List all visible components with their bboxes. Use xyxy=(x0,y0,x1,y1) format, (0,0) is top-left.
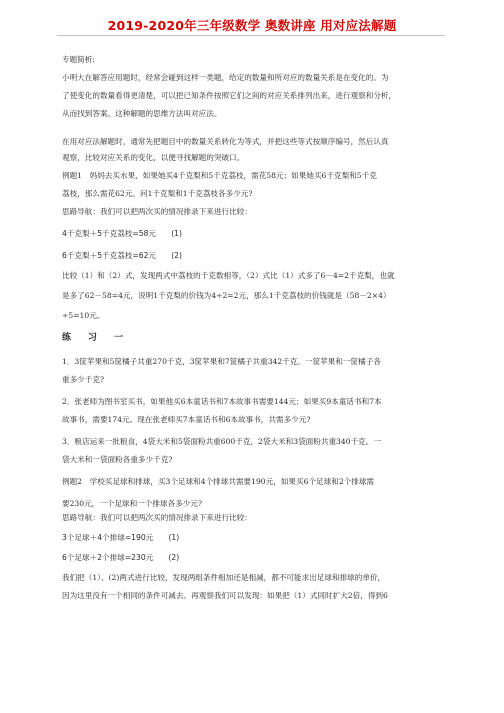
equation-line: 6千克梨＋5千克荔枝=62元 (2) xyxy=(62,251,182,260)
equation-line: 3个足球＋4个排球=190元 (1) xyxy=(62,533,180,542)
paragraph-line: 是多了62－58=4元，说明1千克梨的价钱为4÷2=2元，那么1千克荔枝的价钱就是（58－2×4） xyxy=(62,291,391,300)
paragraph-line: 小明大在解答应用题时，经常会碰到这样一类题，给定的数量和所对应的数量关系是在变化的。为 xyxy=(62,73,389,82)
paragraph-line: 观察，比较对应关系的变化，以便寻找解题的突破口。 xyxy=(62,153,245,162)
example-1-line: 例题1 妈妈去买水果，如果她买4千克梨和5千克荔枝，需花58元；如果她买6千克梨和5千克 xyxy=(62,171,377,180)
paragraph-line: ÷5=10元。 xyxy=(62,311,105,320)
title-divider xyxy=(57,35,445,36)
paragraph-line: 因为这里没有一个相同的条件可减去。再观察我们可以发现：如果把（1）式同时扩大2倍，得到6 xyxy=(62,591,388,600)
example-2-line: 例题2 学校买足球和排球，买3个足球和4个排球共需要190元，如果买6个足球和2个排球需 xyxy=(62,477,375,486)
paragraph-line: 在用对应法解题时，通常先把题目中的数量关系转化为等式，并把这些等式按顺序编号，然后认真 xyxy=(62,137,389,146)
example-2-line: 要230元，一个足球和一个排球各多少元? xyxy=(62,499,203,508)
paragraph-line: 从而找到答案。这种解题的思维方法叫对应法。 xyxy=(62,109,222,118)
exercise-line: 故事书，需要174元。现在张老师买7本童话书和6本故事书，共需多少元? xyxy=(62,415,311,424)
exercise-line: 袋大米和一袋面粉各重多少千克? xyxy=(62,455,173,464)
paragraph-line: 了使变化的数量看得更清楚，可以把已知条件按照它们之间的对应关系排列出来，进行观察和分析， xyxy=(62,91,397,100)
exercise-line: 1．3筐苹果和5筐橘子共重270千克，3筐苹果和7筐橘子共重342千克。一筐苹果和一筐橘子各 xyxy=(62,357,381,366)
paragraph-line: 比较（1）和（2）式，发现两式中荔枝的千克数相等，（2）式比（1）式多了6－4=2千克梨，也就 xyxy=(62,271,395,280)
paragraph-line: 我们把（1）、(2)两式进行比较，发现两组条件相加还是相减，都不可能求出足球和排球的单价， xyxy=(62,573,386,582)
example-1-line: 荔枝，那么需花62元。问1千克梨和1千克荔枝各多少元? xyxy=(62,189,253,198)
section-label: 专题简析: xyxy=(62,55,95,64)
hint-line: 思路导航：我们可以把两次买的情况排录下来进行比较： xyxy=(62,513,252,522)
exercise-line: 2．张老师为图书室买书，如果他买6本童话书和7本故事书需要144元；如果买9本童话书和7本 xyxy=(62,397,382,406)
exercise-heading: 练 习 一 xyxy=(62,333,128,343)
exercise-line: 重多少千克? xyxy=(62,375,105,384)
exercise-line: 3．粮店运来一批粮食，4袋大米和5袋面粉共重600千克，2袋大米和3袋面粉共重340千克。一 xyxy=(62,437,381,446)
equation-line: 4千克梨＋5千克荔枝=58元 (1) xyxy=(62,229,182,238)
page-title: 2019-2020年三年级数学 奥数讲座 用对应法解题 xyxy=(107,18,397,33)
equation-line: 6个足球＋2个排球=230元 (2) xyxy=(62,553,180,562)
hint-line: 思路导航：我们可以把两次买的情况排录下来进行比较： xyxy=(62,207,252,216)
